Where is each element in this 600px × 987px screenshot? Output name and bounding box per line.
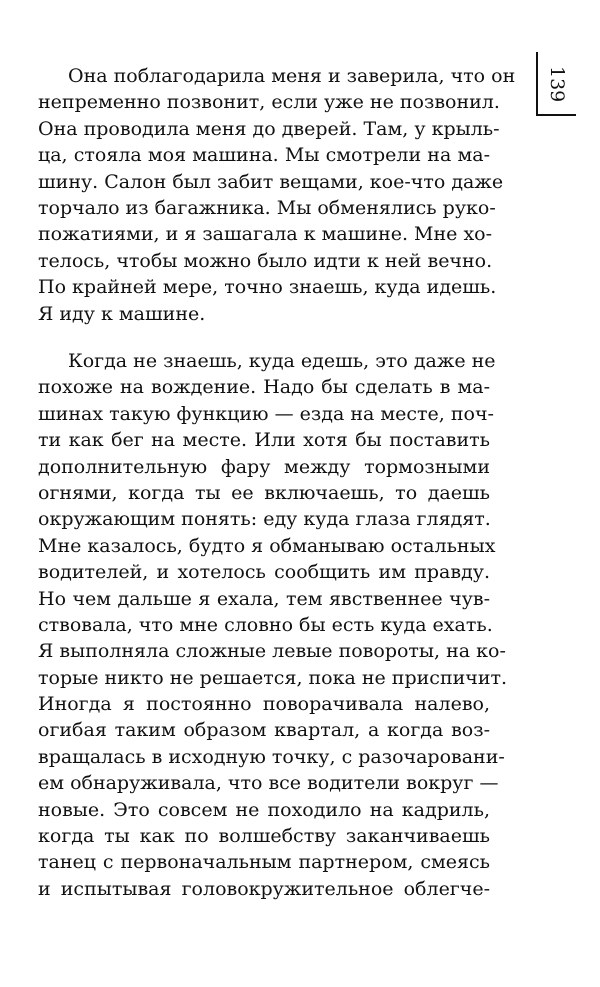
text-line: и испытывая головокружительное облегче- [38,877,490,900]
text-line: ем обнаруживала, что все водители вокруг — [38,772,499,795]
text-line: ца, стояла моя машина. Мы смотрели на ма- [38,144,490,167]
text-line: Иногда я постоянно поворачивала налево, [38,693,490,716]
text-line: По крайней мере, точно знаешь, куда идешь. [38,276,497,299]
text-line: торые никто не решается, пока не приспичит. [38,666,508,689]
page-number: 139 [546,66,568,103]
text-line: танец с первоначальным партнером, смеясь [38,851,490,874]
text-line: когда ты как по волшебству заканчиваешь [38,825,490,848]
text-line: Мне казалось, будто я обманываю остальных [38,534,496,557]
paragraph-1 [38,63,516,327]
text-line: ти как бег на месте. Или хотя бы поставить [38,429,490,452]
text-line: вращалась в исходную точку, с разочаровани- [38,745,505,768]
text-line: Когда не знаешь, куда едешь, это даже не [68,350,496,372]
text-line: похоже на вождение. Надо бы сделать в ма- [38,376,490,399]
text-line: Но чем дальше я ехала, тем явственнее чув- [38,587,490,610]
text-line: телось, чтобы можно было идти к ней вечно. [38,249,493,272]
text-line: окружающим понять: еду куда глаза глядят. [38,508,491,531]
text-line: огибая таким образом квартал, а когда воз- [38,719,490,742]
text-line: водителей, и хотелось сообщить им правду. [38,561,490,584]
text-line: Она проводила меня до дверей. Там, у крыль- [38,117,500,140]
text-line: новые. Это совсем не походило на кадриль, [38,798,490,821]
text-line: шинах такую функцию — езда на месте, поч- [38,402,494,425]
text-line: дополнительную фару между тормозными [38,455,490,478]
text-line: Я выполняла сложные левые повороты, на ко- [38,640,506,663]
text-line: Она поблагодарила меня и заверила, что он [68,65,516,87]
text-line: огнями, когда ты ее включаешь, то даешь [38,481,490,504]
text-line: Я иду к машине. [38,302,206,325]
text-line: непременно позвонит, если уже не позвонил. [38,91,500,114]
paragraph-2 [38,348,508,902]
text-line: ствовала, что мне словно бы есть куда ехать. [38,613,493,636]
text-line: пожатиями, и я зашагала к машине. Мне хо- [38,223,493,246]
text-line: торчало из багажника. Мы обменялись руко- [38,196,496,219]
text-line: шину. Салон был забит вещами, кое-что даже [38,170,504,193]
